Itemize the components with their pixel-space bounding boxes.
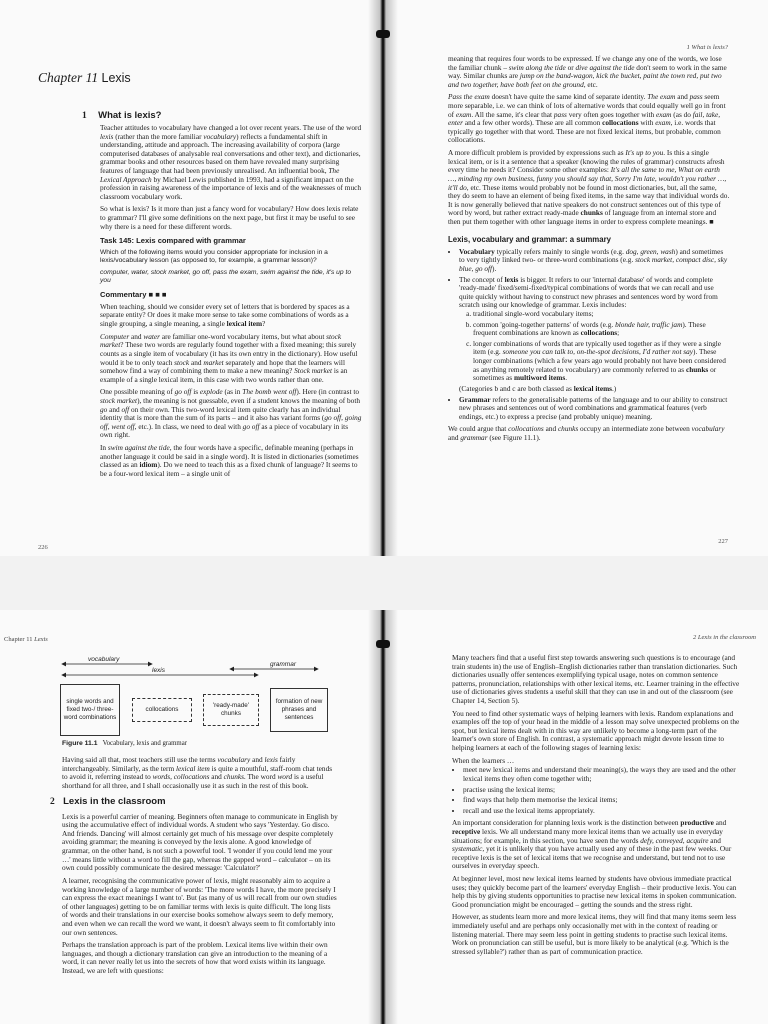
book-spread-bottom <box>0 610 768 1024</box>
list-item: c. longer combinations of words that are typically used together as if they were a single item (e.g. someone you can talk to, on-the-spot decisions, I'd rather not say). These longer combinations (which a few years ago would probably not have been considered as anything remotely related to vocabulary) are commonly referred to as chunks or sometimes as multiword items. <box>473 340 730 383</box>
book-binding-gutter <box>368 0 398 556</box>
sub-list <box>459 310 730 383</box>
paragraph: You need to find other systematic ways of helping learners with lexis. Random explanations and examples off the top of your head in the middle of a lesson may solve unexpected problems on the spot, but lexical items dealt with in this way are unlikely to become a long-term part of the learner's own store of English. In contrast, a systematic approach might devote lesson time to helping learners at each of the following stages of learning lexis: <box>452 708 740 753</box>
paragraph: Lexis is a powerful carrier of meaning. Beginners often manage to communicate in English by using the accumulative effect of individual words. A student who says 'Yesterday. Go disco. And friends. Dancing' will almost certainly get much of his message over despite completely avoiding grammar; the meaning is conveyed by the lexis alone. A good knowledge of grammar, on the other hand, is not such a powerful tool. 'I wonder if you could lend me your …' means little without a word to fill the gap, whereas the gapped word – calculator – on its own could possibly communicate the desired message: 'Calculator?' <box>62 811 338 873</box>
figure-box-single-words: single words and fixed two-/ three-word combinations <box>60 684 120 736</box>
paragraph: Having said all that, most teachers still use the terms vocabulary and lexis fairly interchangeably. Similarly, as the term lexical item is quite a mouthful, staff-room chat tends to avoid it, referring instead to words, collocations and chunks. The word word is a useful shorthand for all three, and I shall occasionally use it as such in the rest of this book. <box>62 755 333 790</box>
paragraph: One possible meaning of go off is explode (as in The bomb went off). Here (in contrast to stock market), the meaning is not guessable, even if a student knows the meaning of both go and off on their own. This two-word lexical item quite clearly has an individual identity that is more than the sum of its parts – and it also has variant forms (go off, going off, went off, etc.). In class, we need to deal with go off as a piece of vocabulary in its own right. <box>100 387 362 440</box>
section-number: 1 <box>82 111 87 121</box>
page-227 <box>386 0 768 556</box>
list-item: b. common 'going-together patterns' of words (e.g. blonde hair, traffic jam). These frequent combinations are known as collocations; <box>473 321 730 338</box>
task-title: Task 145: Lexis compared with grammar <box>100 236 246 246</box>
figure-caption: Figure 11.1 Vocabulary, lexis and grammar <box>62 740 187 747</box>
figure-label-vocabulary: vocabulary <box>88 656 120 663</box>
paragraph: In swim against the tide, the four words have a specific, definable meaning (perhaps in another language it could be said in a single word). It is listed in dictionaries (sometimes classed as an idiom). Do we need to teach this as a fixed chunk of language? It seems to be a four-word lexical item – a single unit of <box>100 442 359 478</box>
chapter-title: Lexis <box>101 71 131 85</box>
task-text: Which of the following items would you consider appropriate for inclusion in a lexis/vocabulary lesson (as opposed to, for example, a grammar lesson)? <box>100 249 328 265</box>
running-head: Chapter 11 Lexis <box>4 636 48 643</box>
page-228 <box>0 610 382 1024</box>
task-items: computer, water, stock market, go off, pass the exam, swim against the tide, it's up to you <box>100 269 352 284</box>
list-item: • meet new lexical items and understand their meaning(s), the ways they are used and the other lexical items they often come together with; <box>463 766 742 783</box>
summary-list <box>448 248 730 422</box>
paragraph: A learner, recognising the communicative power of lexis, might reasonably aim to acquire a working knowledge of a large number of words: 'The more words I have, the more precisely I can express the exact meanings I want to'. But (as many of us will recall from our own studies of other languages) getting to be on familiar terms with lexis is quite difficult. The long lists of words and their translations in our exercise books somehow always seem to defy memory, and even when we can recall the word we want, it doesn't always seem to fit comfortably into our own sentences. <box>62 875 337 937</box>
figure-box-collocations: collocations <box>132 698 192 722</box>
section-heading-1 <box>82 110 161 122</box>
running-head: 1 What is lexis? <box>686 44 728 51</box>
page-229-body <box>452 654 742 961</box>
running-head: 2 Lexis in the classroom <box>693 634 756 641</box>
paragraph: However, as students learn more and more lexical items, they will find that many items seem less immediately useful and are perhaps only occasionally met with in the context of reading or listening material. There may seem less point in getting students to practise such lexical items. Work on pronunciation can still be useful, but is more likely to be analytical (e.g. 'Which is the stressed syllable?') rather than as part of communication practice. <box>452 912 737 956</box>
section-title: What is lexis? <box>98 110 162 121</box>
paragraph: An important consideration for planning lexis work is the distinction between productive and receptive lexis. We all understand many more lexical items than we actually use in everyday situations; for example, in this section, you have seen the words defy, conveyed, acquire and systematic, yet it is unlikely that you have actually used any of these in the past few weeks. Our receptive lexis is the set of lexical items that we recognise and understand, but tend not to use ourselves in everyday speech. <box>452 818 732 871</box>
paragraph: Computer and water are familiar one-word vocabulary items, but what about stock market? These two words are regularly found together with a fixed meaning; this surely counts as a single item of vocabulary (it has its own entry in the dictionary). How useful would it be to only teach stock and market separately and hope that the learners will somehow find a way of combining them to make a new meaning? Stock market is an example of a single lexical item, in this case with two words rather than one. <box>100 331 358 384</box>
paragraph: meaning that requires four words to be expressed. If we change any one of the words, we lose the familiar chunk – swim along the tide or dive against the tide don't seem to work in the same way. Similar chunks are jump on the band-wagon, kick the bucket, paint the town red, put two and two together, have both feet on the ground, etc. <box>448 54 727 89</box>
page-226-body <box>100 124 362 482</box>
list-item: • recall and use the lexical items appropriately. <box>463 807 742 816</box>
commentary-title: Commentary ■ ■ ■ <box>100 289 167 299</box>
page-number: 227 <box>718 538 728 545</box>
figure-box-formation: formation of new phrases and sentences <box>270 688 328 732</box>
list-item: • find ways that help them memorise the lexical items; <box>463 796 742 805</box>
paragraph: When the learners … <box>452 755 515 765</box>
paragraph: We could argue that collocations and chunks occupy an intermediate zone between vocabulary and grammar (see Figure 11.1). <box>448 424 725 442</box>
list-item: • The concept of lexis is bigger. It refers to our 'internal database' of words and complete 'ready-made' fixed/semi-fixed/typical combinations of words that we can recall and use quite quickly without having to construct new phrases and sentences word by word from scratch using our knowledge of grammar. Lexis includes: a. traditional single-word vocabulary items; b. common 'going-together patterns' of words (e.g. blonde hair, traffic jam). These frequent combinations are known as collocations; c. longer combinations of words that are typically used together as if they were a single item (e.g. someone you can talk to, on-the-spot decisions, I'd rather not say). These longer combinations (which a few years ago would probably not have been considered as anything remotely related to vocabulary) are commonly referred to as chunks or sometimes as multiword items. (Categories b and c are both classed as lexical items.) <box>459 276 730 394</box>
figure-box-chunks: 'ready-made' chunks <box>203 694 259 726</box>
book-binding-gutter <box>368 610 398 1024</box>
figure-label-lexis: lexis <box>152 667 166 674</box>
section-title: Lexis in the classroom <box>63 796 166 808</box>
list-item: a. traditional single-word vocabulary items; <box>473 310 730 319</box>
paragraph: At beginner level, most new lexical items learned by students have obvious immediate practical uses; they quickly become part of the learners' everyday English – their productive lexis. You can help this by giving students opportunities to practise new lexical items in spoken communication. Good pronunciation might be encouraged – getting the sounds and the stress right. <box>452 874 737 909</box>
paragraph: So what is lexis? Is it more than just a fancy word for vocabulary? How does lexis relate to grammar? I'll give some definitions on the next page, but first it may be useful to see why there is a need for these different words. <box>100 204 359 231</box>
paragraph: When teaching, should we consider every set of letters that is bordered by spaces as a separate entity? Or does it make more sense to take some combinations of words as a single grouping, a single meaning, a single lexical item? <box>100 301 350 329</box>
section-heading-2: 2 Lexis in the classroom <box>50 796 166 808</box>
paragraph: A more difficult problem is provided by expressions such as It's up to you. Is this a single lexical item, or is it a sentence that a speaker (knowing the rules of grammar) constructs afresh every time he needs it? Consider some other examples: It's all the same to me, What on earth …, minding my own business, funny you should say that, Sorry I'm late, wouldn't you rather …, it'll do, etc. These items would probably not be found in most dictionaries, but, all the same, they do seem to have an element of being fixed items, in the same way that individual words do. It is now generally believed that native speakers do not construct sentences out of this type of word by word, but rather extract ready-made chunks of language from an internal store and then put them together with other language items in order to express complete meanings. ■ <box>448 148 730 226</box>
paragraph: Many teachers find that a useful first step towards answering such questions is to encourage (and train students in) the use of English–English dictionaries rather than translation dictionaries. Such dictionaries usually offer sentences exemplifying typical usage, notes on common sentence patterns, pronunciation, relationships with other lexical items, etc. Learner training in the effective use of dictionaries gives students a useful skill that they can use in and out of the classroom (see Chapter 14, Section 5). <box>452 653 740 706</box>
figure-label-grammar: grammar <box>270 661 297 668</box>
chapter-label: Chapter 11 <box>38 70 99 85</box>
page-number: 226 <box>38 544 48 551</box>
page-226 <box>0 0 382 556</box>
paragraph: Perhaps the translation approach is part of the problem. Lexical items live within their own languages, and though a dictionary translation can give an introduction to the meaning of a word, it can never really let us into the secrets of how that word exists within its language. Instead, we are left with questions: <box>62 940 328 975</box>
paragraph: Pass the exam doesn't have quite the same kind of separate identity. The exam and pass seem more separable, i.e. we can think of lots of alternative words that could equally well go in front of exam. All the same, it's clear that pass very often goes together with exam (as do fail, take, enter and a few other words). These are all common collocations with exam, i.e. words that typically go together with that word. These are not fixed lexical items, but probable, common collocations. <box>448 92 726 145</box>
page-227-body <box>448 55 730 447</box>
list-item: • Vocabulary typically refers mainly to single words (e.g. dog, green, wash) and sometimes to very tightly linked two- or three-word combinations (e.g. stock market, compact disc, sky blue, go off). <box>459 248 730 274</box>
paragraph: Teacher attitudes to vocabulary have changed a lot over recent years. The use of the word lexis (rather than the more familiar vocabulary) reflects a fundamental shift in understanding, attitude and approach. The increasing availability of corpora (large computerised databases of analysable real conversations and other text), and dictionaries, grammar books and other resources based on them have revealed many surprising features of language that had been previously unrealised. An influential book, The Lexical Approach by Michael Lewis published in 1993, had a significant impact on the profession in raising awareness of the importance of lexis and of the weaknesses of much classroom vocabulary work. <box>100 123 362 201</box>
page-229 <box>386 610 768 1024</box>
list-item: • practise using the lexical items; <box>463 786 742 795</box>
list-item: • Grammar refers to the generalisable patterns of the language and to our ability to construct new phrases and sentences out of word combinations and grammatical features (verb endings, etc.) to express a precise (and probably unique) meaning. <box>459 396 730 422</box>
page-228-body <box>50 755 338 980</box>
learning-stages-list <box>452 766 742 815</box>
chapter-heading <box>38 70 131 86</box>
summary-title: Lexis, vocabulary and grammar: a summary <box>448 234 611 244</box>
